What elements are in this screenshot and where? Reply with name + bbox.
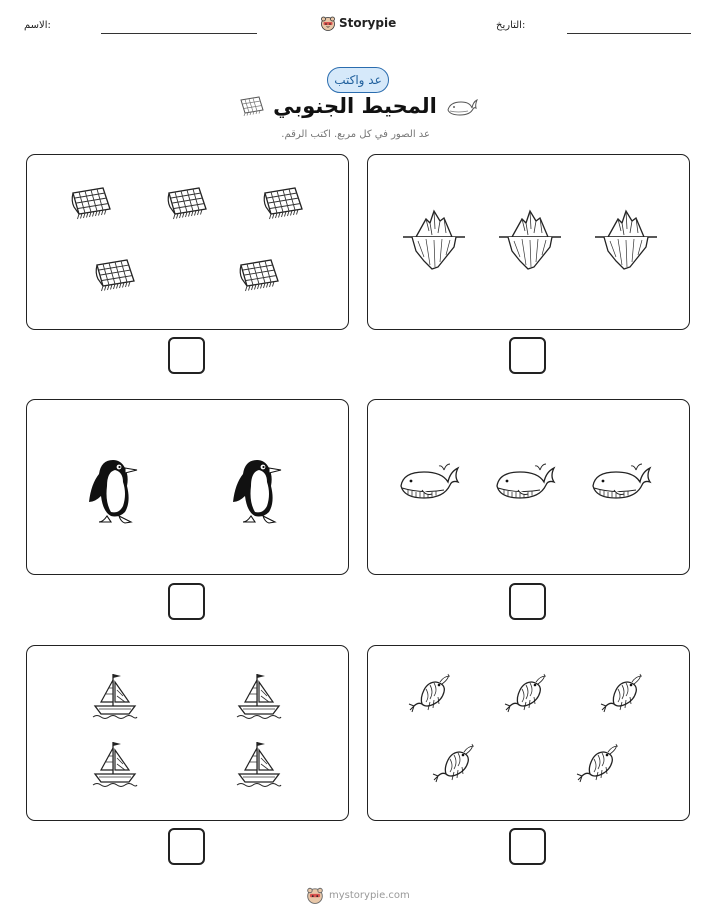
blanket-icon [67,183,115,223]
date-field[interactable] [567,33,691,34]
shrimp-icon [598,672,644,718]
penguin-icon [85,456,143,526]
whale-icon [494,462,560,504]
brand-name: Storypie [339,16,397,30]
answer-box-shrimp[interactable] [509,828,546,865]
count-panel-whales [367,399,690,575]
shrimp-icon [502,672,548,718]
storypie-mascot-icon [306,886,324,904]
storypie-mascot-icon [320,15,336,31]
iceberg-icon [594,207,658,275]
answer-box-sailboats[interactable] [168,828,205,865]
answer-box-blankets[interactable] [168,337,205,374]
count-panel-penguins [26,399,349,575]
whale-icon [590,462,656,504]
blanket-icon [235,255,283,295]
whale-icon [446,94,478,120]
page-title: المحيط الجنوبي [273,94,437,118]
count-panel-sailboats [26,645,349,821]
penguin-icon [229,456,287,526]
sailboat-icon [235,738,283,790]
sailboat-icon [91,670,139,722]
sailboat-icon [91,738,139,790]
whale-icon [398,462,464,504]
answer-box-penguins[interactable] [168,583,205,620]
name-label: الاسم: [24,20,51,31]
iceberg-icon [402,207,466,275]
count-panel-icebergs [367,154,690,330]
storypie-logo [320,12,400,34]
footer-url: mystorypie.com [329,889,410,901]
shrimp-icon [406,672,452,718]
blanket-icon [91,255,139,295]
blanket-icon [238,94,266,118]
date-label: التاريخ: [496,20,526,31]
answer-box-icebergs[interactable] [509,337,546,374]
count-panel-blankets [26,154,349,330]
blanket-icon [163,183,211,223]
shrimp-icon [430,742,476,788]
name-field[interactable] [101,33,257,34]
sailboat-icon [235,670,283,722]
activity-badge: عد واكتب [327,67,389,93]
iceberg-icon [498,207,562,275]
instructions: عد الصور في كل مربع. اكتب الرقم. [281,129,430,140]
count-panel-shrimp [367,645,690,821]
shrimp-icon [574,742,620,788]
answer-box-whales[interactable] [509,583,546,620]
blanket-icon [259,183,307,223]
footer [306,884,416,906]
